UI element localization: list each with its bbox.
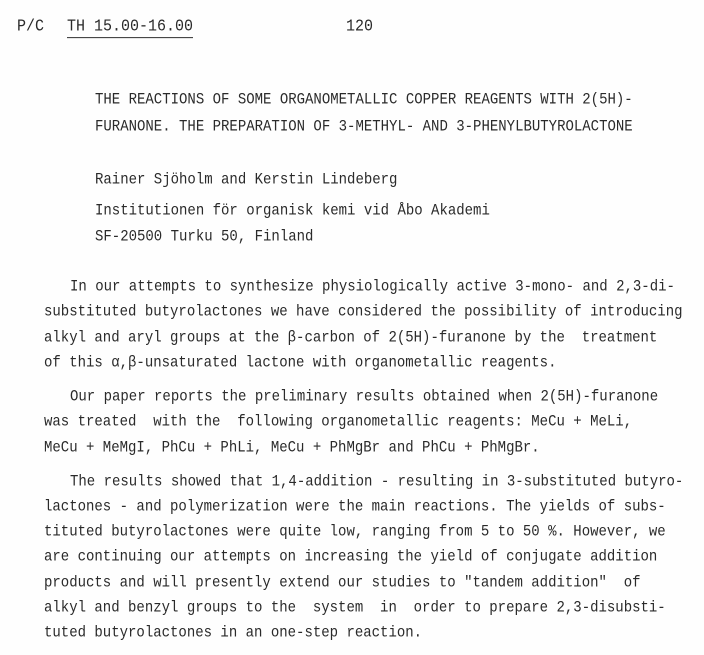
- body-line: tuted butyrolactones in an one-step reaction.: [44, 624, 423, 642]
- session-code: P/C: [17, 16, 45, 36]
- body-line: substituted butyrolactones we have considered the possibility of introducing: [44, 303, 683, 321]
- body-line: In our attempts to synthesize physiologically active 3-mono- and 2,3-di-: [70, 278, 675, 296]
- body-line: Our paper reports the preliminary results obtained when 2(5H)-furanone: [70, 388, 659, 406]
- body-line: MeCu + MeMgI, PhCu + PhLi, MeCu + PhMgBr and PhCu + PhMgBr.: [44, 439, 540, 457]
- title-line: THE REACTIONS OF SOME ORGANOMETALLIC COPPER REAGENTS WITH 2(5H)-: [95, 91, 633, 109]
- body-line: The results showed that 1,4-addition - resulting in 3-substituted butyro-: [70, 473, 684, 491]
- affiliation-line: Institutionen för organisk kemi vid Åbo Akademi: [95, 202, 490, 220]
- page-number: 120: [346, 16, 374, 36]
- body-line: alkyl and benzyl groups to the system in order to prepare 2,3-disubsti-: [44, 599, 666, 617]
- affiliation-line: SF-20500 Turku 50, Finland: [95, 228, 314, 246]
- title-line: FURANONE. THE PREPARATION OF 3-METHYL- AND 3-PHENYLBUTYROLACTONE: [95, 118, 633, 136]
- body-line: products and will presently extend our studies to "tandem addition" of: [44, 574, 641, 592]
- body-line: are continuing our attempts on increasing the yield of conjugate addition: [44, 548, 658, 566]
- body-line: lactones - and polymerization were the main reactions. The yields of subs-: [44, 498, 666, 516]
- authors: Rainer Sjöholm and Kerstin Lindeberg: [95, 171, 398, 189]
- body-line: alkyl and aryl groups at the β-carbon of 2(5H)-furanone by the treatment: [44, 329, 658, 347]
- session-time: TH 15.00-16.00: [67, 17, 193, 38]
- body-line: tituted butyrolactones were quite low, ranging from 5 to 50 %. However, we: [44, 523, 666, 541]
- body-line: of this α,β-unsaturated lactone with organometallic reagents.: [44, 354, 557, 372]
- body-line: was treated with the following organometallic reagents: MeCu + MeLi,: [44, 413, 633, 431]
